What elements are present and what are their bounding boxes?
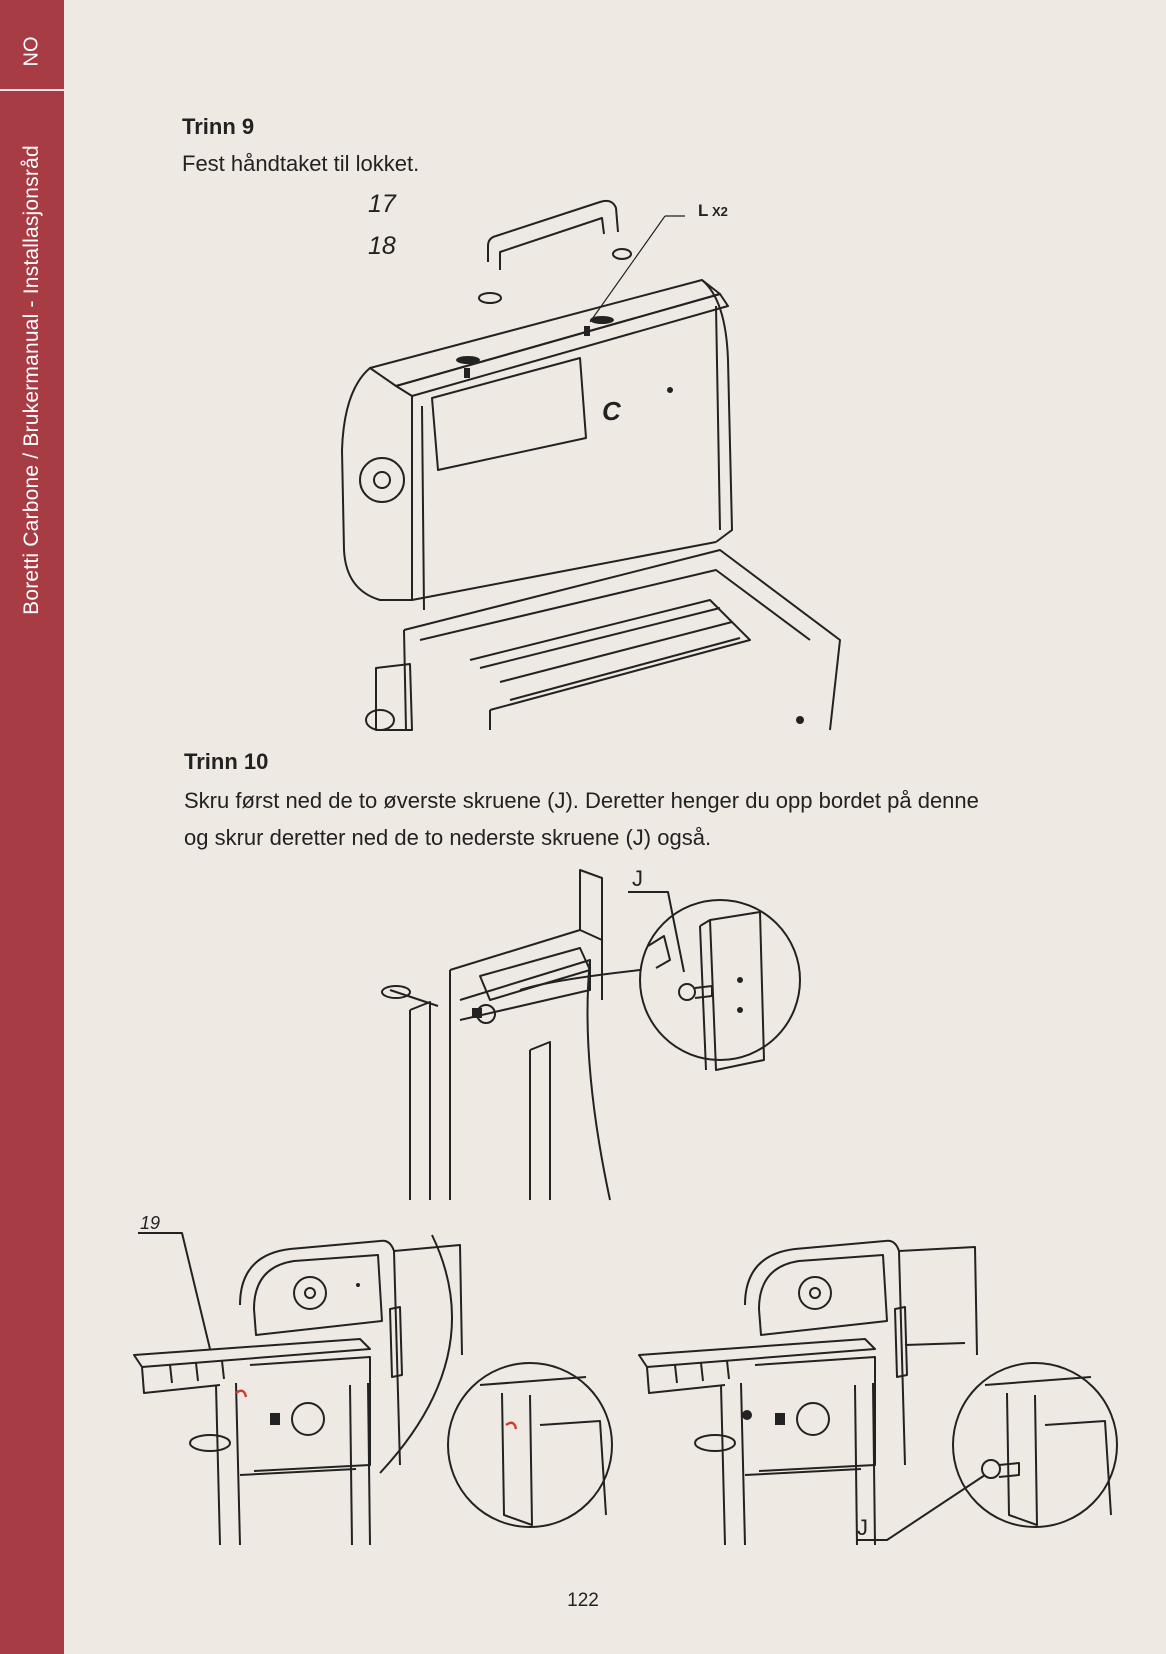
label-L: L — [698, 201, 709, 220]
label-17: 17 — [368, 190, 396, 218]
step-10-illustration-top — [380, 860, 860, 1200]
step-9-text: Fest håndtaket til lokket. — [182, 151, 420, 176]
label-quantity: X2 — [712, 204, 728, 219]
language-code: NO — [20, 36, 43, 66]
step-10-illustration-bottom-left — [130, 1213, 630, 1545]
step-10-text-line1: Skru først ned de to øverste skruene (J). Deretter henger du opp bordet på denne — [184, 788, 979, 813]
step-9-illustration — [340, 190, 900, 730]
label-J-top: J — [632, 866, 643, 891]
label-19: 19 — [140, 1213, 161, 1233]
step-10-title: Trinn 10 — [184, 749, 269, 774]
step-10-illustration-bottom-right — [635, 1225, 1135, 1545]
label-18: 18 — [368, 232, 396, 260]
document-title: Boretti Carbone / Brukermanual - Installasjonsråd — [20, 145, 43, 615]
sidebar-divider — [0, 89, 64, 91]
page-number: 122 — [567, 1590, 599, 1611]
step-10-text-line2: og skrur deretter ned de to nederste skruene (J) også. — [184, 825, 712, 850]
step-9-title: Trinn 9 — [182, 114, 255, 139]
sidebar — [0, 0, 64, 1654]
label-J-bottom: J — [857, 1515, 868, 1540]
label-C: C — [602, 396, 621, 426]
